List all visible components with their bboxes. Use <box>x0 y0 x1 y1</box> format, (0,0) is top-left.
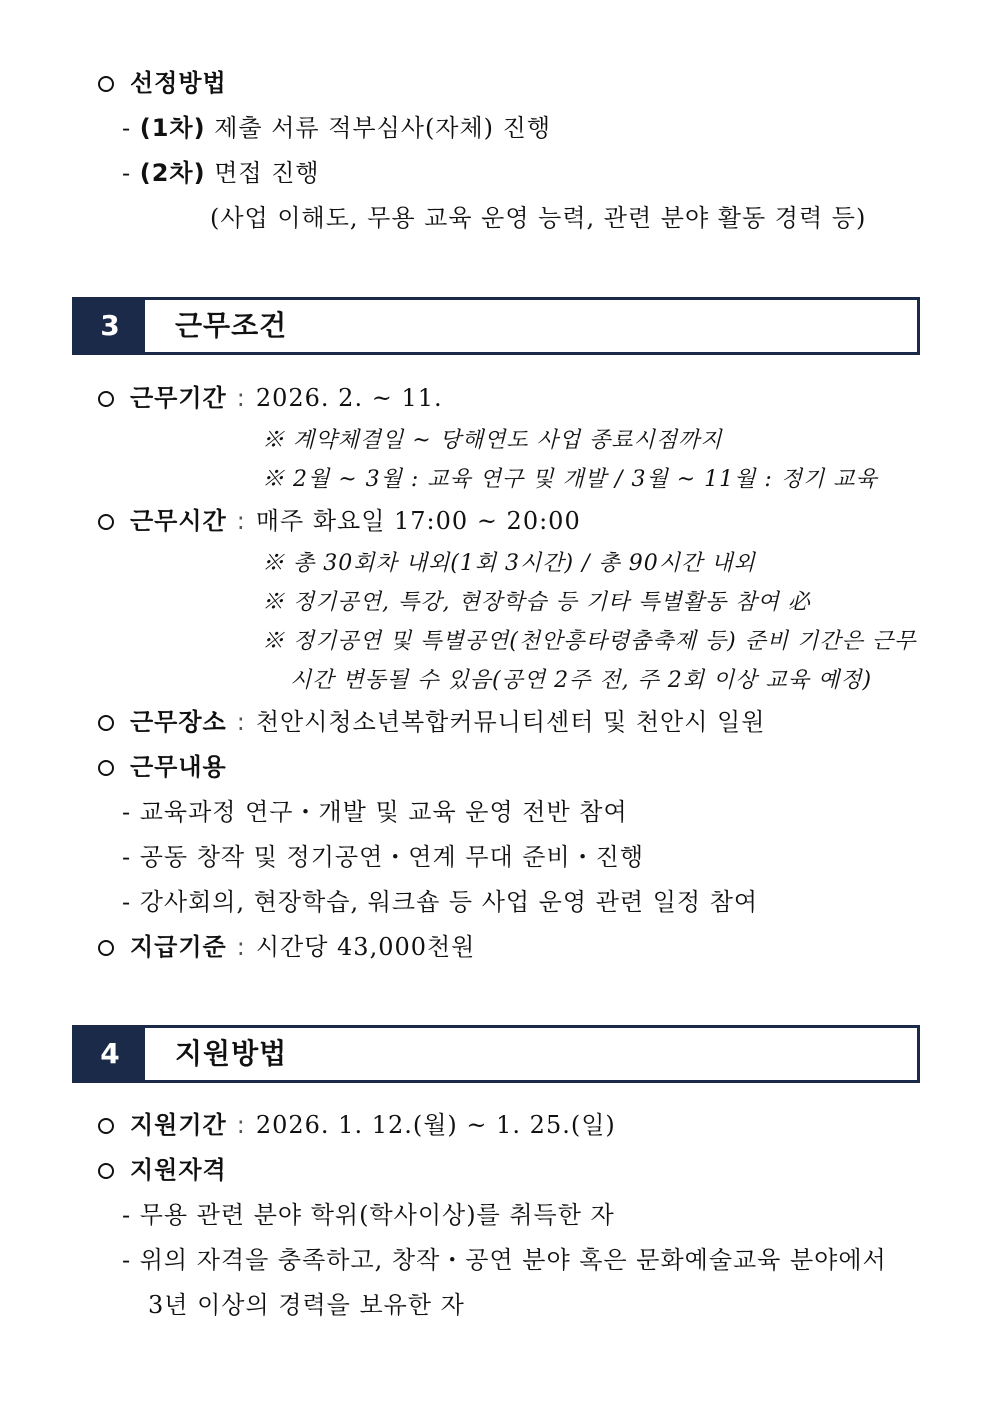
hours-note-3: ※ 정기공연 및 특별공연(천안흥타령춤축제 등) 준비 기간은 근무 <box>262 629 917 654</box>
qualification-item-3: 3년 이상의 경력을 보유한 자 <box>148 1291 465 1319</box>
circle-bullet-icon <box>98 1118 114 1134</box>
work-hours: 근무시간 : 매주 화요일 17:00 ~ 20:00 <box>98 506 581 536</box>
duty-item-3: - 강사회의, 현장학습, 워크숍 등 사업 운영 관련 일정 참여 <box>122 888 759 916</box>
section-3-number: 3 <box>75 300 145 352</box>
pay-standard: 지급기준 : 시간당 43,000천원 <box>98 932 475 962</box>
section-3-title: 근무조건 <box>175 309 288 342</box>
duty-item-1: - 교육과정 연구・개발 및 교육 운영 전반 참여 <box>122 798 628 826</box>
qualification: 지원자격 <box>98 1155 227 1185</box>
apply-period: 지원기간 : 2026. 1. 12.(월) ~ 1. 25.(일) <box>98 1110 616 1140</box>
selection-item-1: - (1차) 제출 서류 적부심사(자체) 진행 <box>122 114 552 142</box>
circle-bullet-icon <box>98 760 114 776</box>
period-note-2: ※ 2월 ~ 3월 : 교육 연구 및 개발 / 3월 ~ 11월 : 정기 교육 <box>262 467 878 492</box>
selection-detail: (사업 이해도, 무용 교육 운영 능력, 관련 분야 활동 경력 등) <box>210 204 867 232</box>
section-4-title: 지원방법 <box>175 1037 288 1070</box>
circle-bullet-icon <box>98 715 114 731</box>
circle-bullet-icon <box>98 1163 114 1179</box>
qualification-item-1: - 무용 관련 분야 학위(학사이상)를 취득한 자 <box>122 1201 615 1229</box>
circle-bullet-icon <box>98 76 114 92</box>
period-note-1: ※ 계약체결일 ~ 당해연도 사업 종료시점까지 <box>262 428 723 453</box>
circle-bullet-icon <box>98 514 114 530</box>
section-4-number: 4 <box>75 1028 145 1080</box>
work-duties: 근무내용 <box>98 752 227 782</box>
section-4-header <box>72 1025 920 1083</box>
qualification-item-2: - 위의 자격을 충족하고, 창작・공연 분야 혹은 문화예술교육 분야에서 <box>122 1246 887 1274</box>
hours-note-2: ※ 정기공연, 특강, 현장학습 등 기타 특별활동 참여 必 <box>262 590 811 615</box>
circle-bullet-icon <box>98 940 114 956</box>
work-place: 근무장소 : 천안시청소년복합커뮤니티센터 및 천안시 일원 <box>98 707 765 737</box>
work-period: 근무기간 : 2026. 2. ~ 11. <box>98 383 443 413</box>
circle-bullet-icon <box>98 391 114 407</box>
selection-heading: 선정방법 <box>98 68 227 98</box>
selection-item-2: - (2차) 면접 진행 <box>122 159 320 187</box>
section-3-header <box>72 297 920 355</box>
duty-item-2: - 공동 창작 및 정기공연・연계 무대 준비・진행 <box>122 843 645 871</box>
hours-note-4: 시간 변동될 수 있음(공연 2주 전, 주 2회 이상 교육 예정) <box>290 668 873 693</box>
hours-note-1: ※ 총 30회차 내외(1회 3시간) / 총 90시간 내외 <box>262 551 756 576</box>
